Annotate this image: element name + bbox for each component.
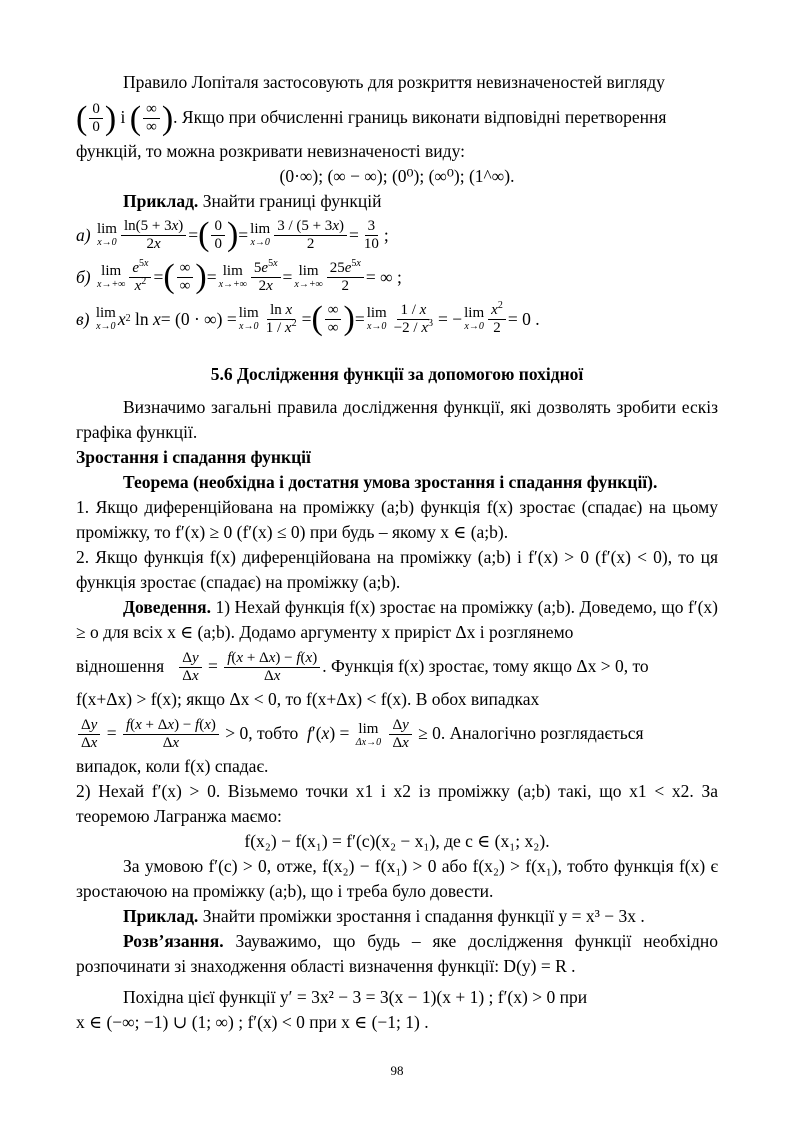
theorem-title: Теорема (необхідна і достатня умова зростання і спадання функції). — [123, 472, 658, 492]
proof-conclusion-line: $\frac{\Delta y}{\Delta x}$ = $\frac{f(x + \Delta x) - f(x)}{\Delta x}$ > 0, тобто f′(x) = lim Δx→0 $\frac{\Delta y}{\Delta x}$ ≥ 0. Аналогічно розглядається — [76, 712, 718, 754]
intro-line-1 — [76, 70, 718, 95]
section-intro: Визначимо загальні правила дослідження функції, які дозволять зробити ескіз графіка функції. — [76, 397, 718, 442]
example1-b: б) lim x→+∞ $\frac{e^{5x}}{x^2}$ = ( $\frac{\infty}{\infty}$ ) = lim x→+∞ $\frac{5e^{5x}}{2x}$ = lim x→+∞ $\frac{25e^{5x}}{2}$ = ∞ ; — [76, 257, 402, 295]
example1-c: в) lim x→0 x 2 ln x = (0 · ∞) = lim x→0 $\frac{\text{ln x}}{1 / x^2}$ = ( $\frac{\infty}{\infty}$ ) = lim x→0 $\frac{1 / x}{-2 / x^3}$ = − lim x→0 $\frac{x^2}{2}$ = 0 . — [76, 299, 540, 337]
indeterminate-inf-over-inf: ( $\frac{\infty}{\infty}$ ) — [129, 99, 174, 137]
example2-title: Приклад. — [123, 906, 199, 926]
intro-text-2: . Якщо при обчисленні границь виконати відповідні перетворення — [173, 107, 667, 127]
theorem-item-1: 1. Якщо диференційована на проміжку (a;b) функція f(x) зростає (спадає) на цьому проміжку, то f′(x) ≥ 0 (f′(x) ≤ 0) при будь – якому x ∈ (a;b). — [76, 497, 718, 542]
section-title: 5.6 Дослідження функції за допомогою похідної — [210, 364, 584, 384]
example1-title: Приклад. — [123, 191, 199, 211]
proof-part-2: 2) Нехай f′(x) > 0. Візьмемо точки x1 і x2 із проміжку (a;b) такі, що x1 < x2. За теоремою Лагранжа маємо: — [76, 781, 718, 826]
intro-text-3: функцій, то можна розкривати невизначеності виду: — [76, 141, 465, 161]
ratio-difference: $\frac{f(x + \Delta x) - f(x)}{\Delta x}$ — [224, 650, 320, 685]
example2-heading: Приклад. Знайти проміжки зростання і спадання функції y = x³ − 3x . — [123, 906, 645, 926]
theorem-item-2: 2. Якщо функція f(x) диференційована на проміжку (a;b) і f′(x) > 0 (f′(x) < 0), то ця функція зростає (спадає) на проміжку (a;b). — [76, 547, 718, 592]
label-b: б) — [76, 266, 91, 287]
example1-heading — [76, 189, 718, 214]
label-c: в) — [76, 308, 90, 329]
lim-a1: lim x→0 — [96, 221, 117, 248]
lagrange-formula: f(x₂) − f(x₁) = f′(c)(x₂ − x₁), де c ∈ (x₁; x₂). — [244, 831, 550, 851]
proof-part-2-end: За умовою f′(c) > 0, отже, f(x₂) − f(x₁) > 0 або f(x₂) > f(x₁), тобто функція f(x) є зростаючою на проміжку (a;b), що і треба було довести. — [76, 856, 718, 901]
example1-a: а) lim x→0 $\frac{\ln(5 + 3x)}{2x}$ = ( $\frac{0}{0}$ ) = lim x→0 $\frac{3 / (5 + 3x)}{2}$ = $\frac{3}{10}$ ; — [76, 216, 389, 253]
proof-decreasing-case: випадок, коли f(x) спадає. — [76, 756, 269, 776]
page-body — [76, 70, 718, 1035]
proof-label: Доведення. — [123, 597, 211, 617]
proof-cases-line: f(x+Δx) > f(x); якщо Δx < 0, то f(x+Δx) < f(x). В обох випадках — [76, 689, 540, 709]
forms-text: (0·∞); (∞ − ∞); (0⁰); (∞⁰); (1^∞). — [279, 166, 515, 186]
proof-part-1: Доведення. 1) Нехай функція f(x) зростає на проміжку (a;b). Доведемо, що f′(x) ≥ o для всіх x ∈ (a;b). Додамо аргументу x приріст Δx і розглянемо — [76, 597, 719, 642]
example2-intervals: x ∈ (−∞; −1) ∪ (1; ∞) ; f′(x) < 0 при x ∈ (−1; 1) . — [76, 1012, 429, 1032]
intro-line-3 — [76, 139, 718, 164]
example1-text: Знайти границі функцій — [202, 191, 382, 211]
example2-derivative: Похідна цієї функції y′ = 3x² − 3 = 3(x − 1)(x + 1) ; f′(x) > 0 при — [123, 987, 588, 1007]
frac-a1: $\frac{\ln(5 + 3x)}{2x}$ — [121, 218, 186, 253]
and-text: і — [120, 107, 126, 127]
label-a: а) — [76, 224, 91, 245]
intro-text-1: Правило Лопіталя застосовують для розкриття невизначеностей вигляду — [123, 72, 665, 92]
ratio-dy-dx: $\frac{\Delta y}{\Delta x}$ — [179, 650, 201, 685]
page-number: 98 — [390, 1063, 404, 1078]
example2-solution: Розв’язання. Зауважимо, що будь – яке дослідження функції необхідно розпочинати зі знаходження області визначення функції: D(y) = R . — [76, 931, 719, 976]
solution-label: Розв’язання. — [123, 931, 224, 951]
subsection-title: Зростання і спадання функції — [76, 447, 311, 467]
intro-line-2 — [76, 95, 718, 139]
proof-ratio-line: відношення $\frac{\Delta y}{\Delta x}$ = $\frac{f(x + \Delta x) - f(x)}{\Delta x}$ . Функція f(x) зростає, тому якщо Δx > 0, то — [76, 650, 649, 685]
indeterminate-zero-over-zero: ( $\frac{0}{0}$ ) — [76, 99, 117, 137]
indeterminate-forms — [76, 164, 718, 189]
